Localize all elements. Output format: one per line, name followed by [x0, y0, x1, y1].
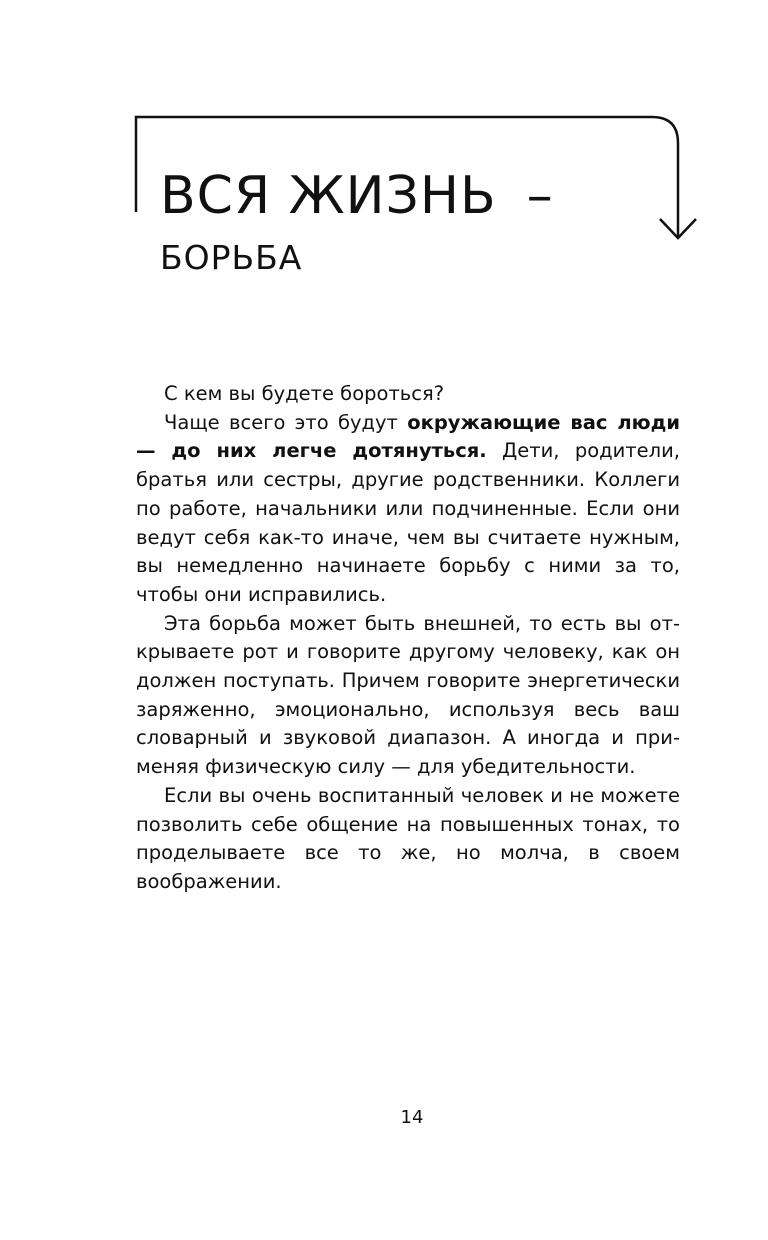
- body-text: [136, 380, 680, 897]
- paragraph-2-bold: окружающие вас люди — до них легче дотянуться.: [136, 410, 680, 463]
- chapter-frame-arrow: [0, 0, 768, 300]
- paragraph-2: [136, 409, 680, 610]
- page-number: 14: [400, 1107, 424, 1128]
- paragraph-3: Эта борьба может быть внешней, то есть вы открываете рот и говорите другому человеку, как он должен поступать. Причем говорите энергетически заряженно, эмоционально, используя весь ваш словарный и звуковой диапазон. А иногда и применяя физическую силу — для убедительности.: [136, 611, 680, 779]
- chapter-title: [160, 158, 554, 234]
- paragraph-4: Если вы очень воспитанный человек и не можете позволить себе общение на повышенных тонах, то проделываете все то же, но молча, в своем воображении.: [136, 783, 680, 893]
- paragraph-1: С кем вы будете бороться?: [164, 382, 445, 405]
- paragraph-2-end: Дети, родители, братья или сестры, другие родственники. Коллеги по работе, начальники или подчиненные. Если они ведут себя как-то иначе, чем вы считаете нужным, вы немедленно начинаете борьбу с ними за то, чтобы они исправились.: [136, 439, 680, 606]
- chapter-subtitle: БОРЬБА: [160, 238, 303, 277]
- paragraph-2-start: Чаще всего это будут: [164, 410, 408, 434]
- title-dash: –: [526, 166, 554, 226]
- chapter-title-text: ВСЯ ЖИЗНЬ: [160, 166, 497, 226]
